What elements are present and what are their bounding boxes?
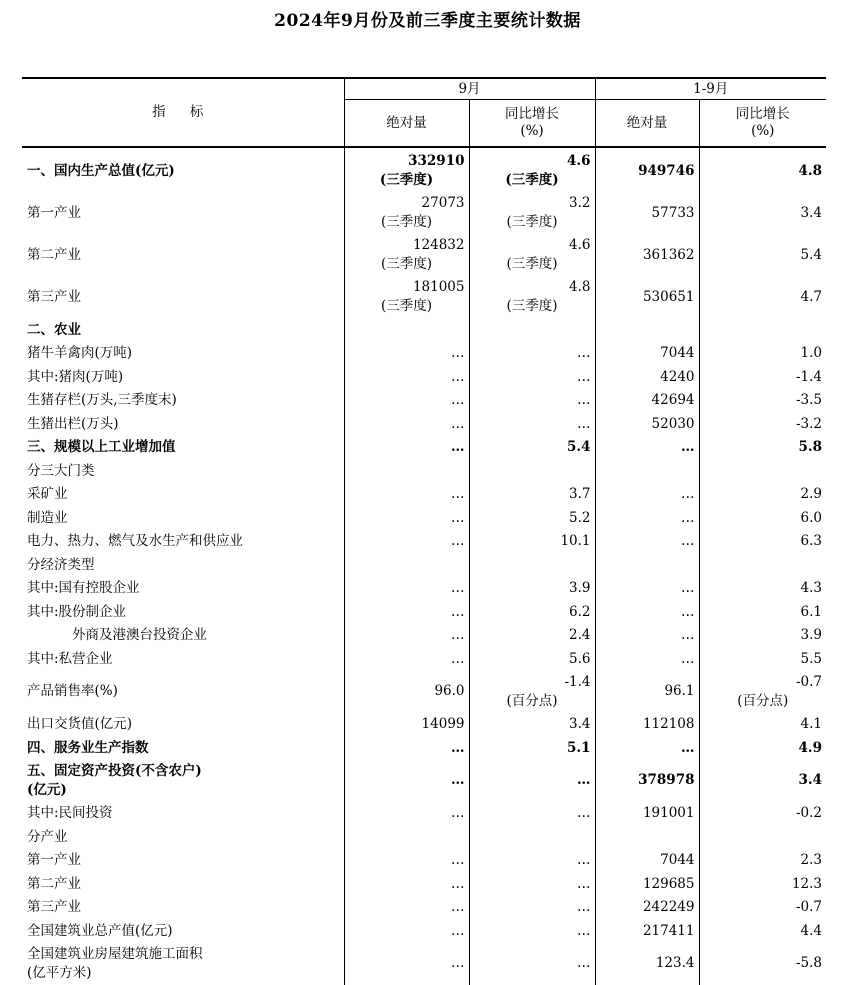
ytd-yoy-cell: 4.4	[800, 922, 822, 939]
ytd-absolute-cell: …	[595, 600, 699, 624]
september-absolute-cell	[344, 192, 469, 234]
row-label-text: 四、服务业生产指数	[27, 739, 149, 756]
september-absolute-cell: …	[344, 736, 469, 760]
row-label-text: 二、农业	[27, 321, 81, 338]
ytd-yoy-header-unit: (%)	[751, 123, 775, 139]
ytd-yoy-cell: 6.0	[800, 509, 822, 526]
row-label	[22, 436, 344, 460]
september-yoy-cell: …	[469, 389, 595, 413]
row-label-unit: (亿元)	[27, 781, 67, 798]
september-yoy-header	[469, 100, 595, 148]
september-yoy-cell: …	[469, 342, 595, 366]
september-absolute-cell-note: (三季度)	[380, 214, 433, 230]
table-row	[22, 553, 826, 577]
table-row	[22, 147, 826, 192]
ytd-absolute-cell: …	[595, 436, 699, 460]
september-absolute-cell: …	[344, 624, 469, 648]
september-absolute-cell	[344, 318, 469, 342]
ytd-yoy-cell: -0.2	[795, 805, 822, 822]
ytd-yoy-cell: 6.1	[800, 603, 822, 620]
row-label-text: 第二产业	[27, 246, 81, 263]
table-row	[22, 760, 826, 802]
row-label	[22, 760, 344, 802]
row-label	[22, 896, 344, 920]
september-absolute-cell-value: 124832	[412, 237, 465, 253]
ytd-yoy-cell: 5.5	[800, 650, 822, 667]
table-row	[22, 624, 826, 648]
row-label-text: 第一产业	[27, 852, 81, 869]
september-yoy-cell	[469, 318, 595, 342]
table-row	[22, 365, 826, 389]
september-yoy-header-text: 同比增长	[505, 106, 559, 122]
ytd-yoy-cell-value: -0.7	[795, 673, 822, 690]
september-absolute-cell: …	[344, 919, 469, 943]
september-yoy-cell	[469, 671, 595, 713]
row-label	[22, 647, 344, 671]
ytd-yoy-cell: 3.4	[800, 204, 822, 221]
page-title: 2024年9月份及前三季度主要统计数据	[274, 11, 581, 31]
ytd-yoy-cell	[699, 553, 826, 577]
september-absolute-cell-note: (三季度)	[380, 256, 433, 272]
september-absolute-cell-value: 27073	[421, 195, 465, 211]
row-label	[22, 577, 344, 601]
table-row	[22, 896, 826, 920]
ytd-absolute-cell: …	[595, 647, 699, 671]
september-yoy-cell: 3.7	[469, 483, 595, 507]
september-yoy-cell: 5.2	[469, 506, 595, 530]
row-label	[22, 234, 344, 276]
ytd-absolute-cell: …	[595, 506, 699, 530]
table-row	[22, 872, 826, 896]
september-absolute-cell-value: 181005	[412, 279, 465, 295]
september-yoy-cell-value: -1.4	[564, 673, 591, 690]
ytd-absolute-cell: 96.1	[595, 671, 699, 713]
september-absolute-cell-value: 332910	[408, 153, 465, 169]
row-label	[22, 671, 344, 713]
september-absolute-cell-note: (三季度)	[379, 172, 434, 188]
ytd-absolute-cell: 378978	[595, 760, 699, 802]
september-yoy-cell: 3.4	[469, 713, 595, 737]
ytd-yoy-cell: 4.3	[800, 580, 822, 597]
row-label-text: 分经济类型	[27, 556, 95, 573]
table-row	[22, 318, 826, 342]
september-yoy-cell: 5.4	[469, 436, 595, 460]
row-label	[22, 624, 344, 648]
ytd-yoy-cell: 6.3	[800, 533, 822, 550]
row-label-text: 产品销售率(%)	[27, 683, 118, 699]
row-label	[22, 530, 344, 554]
september-yoy-cell: …	[469, 365, 595, 389]
row-label	[22, 506, 344, 530]
ytd-yoy-cell: 4.8	[798, 162, 822, 179]
table-row	[22, 600, 826, 624]
september-yoy-cell: …	[469, 802, 595, 826]
september-yoy-cell: …	[469, 760, 595, 802]
ytd-yoy-cell: 2.3	[800, 852, 822, 869]
row-label-text: 一、国内生产总值(亿元)	[27, 162, 175, 179]
row-label	[22, 713, 344, 737]
row-label-text: 采矿业	[27, 486, 68, 503]
september-absolute-cell: …	[344, 943, 469, 985]
row-label	[22, 389, 344, 413]
ytd-absolute-cell: 52030	[595, 412, 699, 436]
ytd-absolute-cell: 123.4	[595, 943, 699, 985]
ytd-absolute-cell: 7044	[595, 342, 699, 366]
september-yoy-cell: 3.9	[469, 577, 595, 601]
september-yoy-cell	[469, 276, 595, 318]
table-row	[22, 276, 826, 318]
table-row	[22, 943, 826, 985]
ytd-yoy-cell: -5.8	[795, 955, 822, 971]
ytd-yoy-header	[699, 100, 826, 148]
ytd-absolute-cell	[595, 459, 699, 483]
september-absolute-cell: …	[344, 483, 469, 507]
ytd-yoy-cell: -3.5	[795, 392, 822, 409]
september-yoy-cell: …	[469, 872, 595, 896]
row-label	[22, 365, 344, 389]
september-absolute-cell	[344, 276, 469, 318]
september-yoy-cell: …	[469, 896, 595, 920]
row-label-text: 生猪出栏(万头)	[27, 415, 119, 432]
table-row	[22, 713, 826, 737]
september-absolute-cell: …	[344, 647, 469, 671]
september-yoy-cell	[469, 825, 595, 849]
row-label	[22, 600, 344, 624]
september-absolute-cell: …	[344, 760, 469, 802]
ytd-absolute-cell: 129685	[595, 872, 699, 896]
row-label-text: 生猪存栏(万头,三季度末)	[27, 392, 177, 409]
ytd-absolute-cell: …	[595, 624, 699, 648]
ytd-absolute-cell: 191001	[595, 802, 699, 826]
september-absolute-cell: …	[344, 506, 469, 530]
row-label	[22, 802, 344, 826]
row-label	[22, 943, 344, 985]
september-yoy-cell: …	[469, 412, 595, 436]
table-body	[22, 147, 826, 985]
ytd-absolute-cell: 57733	[595, 192, 699, 234]
row-label-text: 分产业	[27, 828, 68, 845]
table-row	[22, 436, 826, 460]
september-yoy-header-unit: (%)	[520, 123, 544, 139]
ytd-yoy-cell: 5.4	[800, 246, 822, 263]
table-row	[22, 647, 826, 671]
september-group-header: 9月	[344, 78, 595, 100]
row-label-text: 全国建筑业总产值(亿元)	[27, 922, 173, 939]
ytd-absolute-cell	[595, 318, 699, 342]
ytd-absolute-cell	[595, 553, 699, 577]
row-label	[22, 919, 344, 943]
table-row	[22, 506, 826, 530]
ytd-yoy-cell	[699, 318, 826, 342]
ytd-absolute-cell: …	[595, 530, 699, 554]
september-yoy-cell: …	[469, 849, 595, 873]
row-label-text: 猪牛羊禽肉(万吨)	[27, 345, 133, 362]
september-absolute-cell: …	[344, 896, 469, 920]
september-yoy-cell-value: 4.6	[569, 237, 591, 253]
ytd-yoy-cell: -3.2	[795, 415, 822, 432]
row-label-text: 五、固定资产投资(不含农户)	[27, 762, 202, 779]
table-row	[22, 671, 826, 713]
table-row	[22, 459, 826, 483]
september-absolute-cell: …	[344, 412, 469, 436]
row-label-text: 全国建筑业房屋建筑施工面积	[27, 945, 203, 962]
september-absolute-cell: …	[344, 577, 469, 601]
september-yoy-cell-value: 4.8	[569, 279, 591, 295]
ytd-absolute-cell: 7044	[595, 849, 699, 873]
september-absolute-cell: …	[344, 389, 469, 413]
september-absolute-cell	[344, 825, 469, 849]
september-yoy-cell: …	[469, 943, 595, 985]
table-row	[22, 530, 826, 554]
ytd-yoy-cell-note: (百分点)	[737, 692, 789, 709]
table-row	[22, 389, 826, 413]
row-label-text: 外商及港澳台投资企业	[72, 627, 207, 644]
row-label-unit: (亿平方米)	[27, 964, 92, 981]
row-label-text: 其中:民间投资	[27, 805, 113, 822]
table-row	[22, 342, 826, 366]
row-label-text: 分三大门类	[27, 462, 95, 479]
ytd-absolute-cell: 42694	[595, 389, 699, 413]
row-label-text: 第三产业	[27, 288, 81, 305]
table-row	[22, 919, 826, 943]
ytd-absolute-cell: 217411	[595, 919, 699, 943]
ytd-yoy-cell: 4.1	[800, 716, 822, 733]
row-label	[22, 483, 344, 507]
ytd-yoy-cell: 12.3	[791, 875, 822, 892]
september-absolute-cell	[344, 147, 469, 192]
ytd-absolute-header: 绝对量	[595, 100, 699, 148]
row-label-text: 其中:股份制企业	[27, 603, 127, 620]
indicator-header: 指 标	[22, 78, 344, 147]
ytd-absolute-cell: 4240	[595, 365, 699, 389]
ytd-absolute-cell: 530651	[595, 276, 699, 318]
row-label	[22, 459, 344, 483]
row-label	[22, 276, 344, 318]
september-yoy-cell: 10.1	[469, 530, 595, 554]
statistics-table	[22, 77, 826, 985]
row-label	[22, 147, 344, 192]
september-absolute-cell: …	[344, 436, 469, 460]
september-yoy-cell-value: 4.6	[567, 153, 591, 169]
ytd-yoy-cell	[699, 459, 826, 483]
ytd-absolute-cell: 361362	[595, 234, 699, 276]
row-label-text: 出口交货值(亿元)	[27, 716, 133, 733]
ytd-yoy-cell: 3.4	[798, 772, 822, 788]
ytd-absolute-cell: 242249	[595, 896, 699, 920]
row-label-text: 其中:猪肉(万吨)	[27, 368, 124, 385]
september-yoy-cell-note: (三季度)	[506, 256, 558, 272]
september-absolute-cell: …	[344, 365, 469, 389]
row-label-text: 第二产业	[27, 875, 81, 892]
september-absolute-cell: …	[344, 849, 469, 873]
september-absolute-cell: …	[344, 530, 469, 554]
row-label	[22, 825, 344, 849]
ytd-yoy-cell: 4.9	[798, 739, 822, 756]
row-label-text: 三、规模以上工业增加值	[27, 439, 176, 456]
row-label	[22, 736, 344, 760]
table-row	[22, 412, 826, 436]
row-label	[22, 192, 344, 234]
row-label	[22, 342, 344, 366]
september-yoy-cell	[469, 147, 595, 192]
september-yoy-cell: …	[469, 919, 595, 943]
september-yoy-cell	[469, 192, 595, 234]
table-row	[22, 234, 826, 276]
september-yoy-cell-note: (三季度)	[505, 172, 559, 188]
table-row	[22, 577, 826, 601]
september-absolute-cell: …	[344, 600, 469, 624]
table-row	[22, 802, 826, 826]
ytd-yoy-cell: 5.8	[798, 439, 822, 456]
ytd-yoy-cell: -1.4	[795, 368, 822, 385]
september-yoy-cell-note: (百分点)	[506, 692, 558, 709]
row-label-text: 制造业	[27, 509, 68, 526]
september-yoy-cell-note: (三季度)	[506, 214, 558, 230]
ytd-yoy-cell: 3.9	[800, 627, 822, 644]
september-yoy-cell-note: (三季度)	[506, 298, 558, 314]
table-row	[22, 192, 826, 234]
ytd-absolute-cell: …	[595, 483, 699, 507]
row-label	[22, 412, 344, 436]
table-row	[22, 736, 826, 760]
ytd-group-header: 1-9月	[595, 78, 826, 100]
ytd-yoy-cell: 1.0	[800, 345, 822, 362]
row-label	[22, 872, 344, 896]
september-absolute-cell: …	[344, 342, 469, 366]
september-yoy-cell	[469, 459, 595, 483]
row-label	[22, 849, 344, 873]
ytd-yoy-cell: 2.9	[800, 486, 822, 503]
september-absolute-cell: 14099	[344, 713, 469, 737]
row-label	[22, 318, 344, 342]
september-yoy-cell: 2.4	[469, 624, 595, 648]
row-label-text: 第一产业	[27, 204, 81, 221]
september-absolute-cell: …	[344, 872, 469, 896]
september-absolute-header: 绝对量	[344, 100, 469, 148]
ytd-yoy-header-text: 同比增长	[735, 106, 790, 122]
ytd-absolute-cell: 112108	[595, 713, 699, 737]
row-label-text: 其中:国有控股企业	[27, 580, 140, 597]
ytd-yoy-cell	[699, 671, 826, 713]
ytd-yoy-cell: 4.7	[800, 288, 822, 305]
row-label-text: 其中:私营企业	[27, 650, 113, 667]
september-absolute-cell: …	[344, 802, 469, 826]
september-yoy-cell: 5.1	[469, 736, 595, 760]
september-absolute-cell	[344, 553, 469, 577]
row-label-text: 电力、热力、燃气及水生产和供应业	[27, 533, 243, 550]
september-yoy-cell	[469, 234, 595, 276]
september-yoy-cell: 5.6	[469, 647, 595, 671]
ytd-absolute-cell: …	[595, 736, 699, 760]
september-absolute-cell-note: (三季度)	[380, 298, 433, 314]
september-yoy-cell: 6.2	[469, 600, 595, 624]
september-yoy-cell	[469, 553, 595, 577]
table-row	[22, 483, 826, 507]
table-row	[22, 825, 826, 849]
row-label	[22, 553, 344, 577]
table-row	[22, 849, 826, 873]
row-label-text: 第三产业	[27, 899, 81, 916]
september-absolute-cell: 96.0	[344, 671, 469, 713]
ytd-absolute-cell	[595, 825, 699, 849]
ytd-yoy-cell: -0.7	[795, 899, 822, 916]
september-absolute-cell	[344, 459, 469, 483]
ytd-absolute-cell: …	[595, 577, 699, 601]
ytd-yoy-cell	[699, 825, 826, 849]
ytd-absolute-cell: 949746	[595, 147, 699, 192]
september-absolute-cell	[344, 234, 469, 276]
september-yoy-cell-value: 3.2	[569, 195, 591, 211]
